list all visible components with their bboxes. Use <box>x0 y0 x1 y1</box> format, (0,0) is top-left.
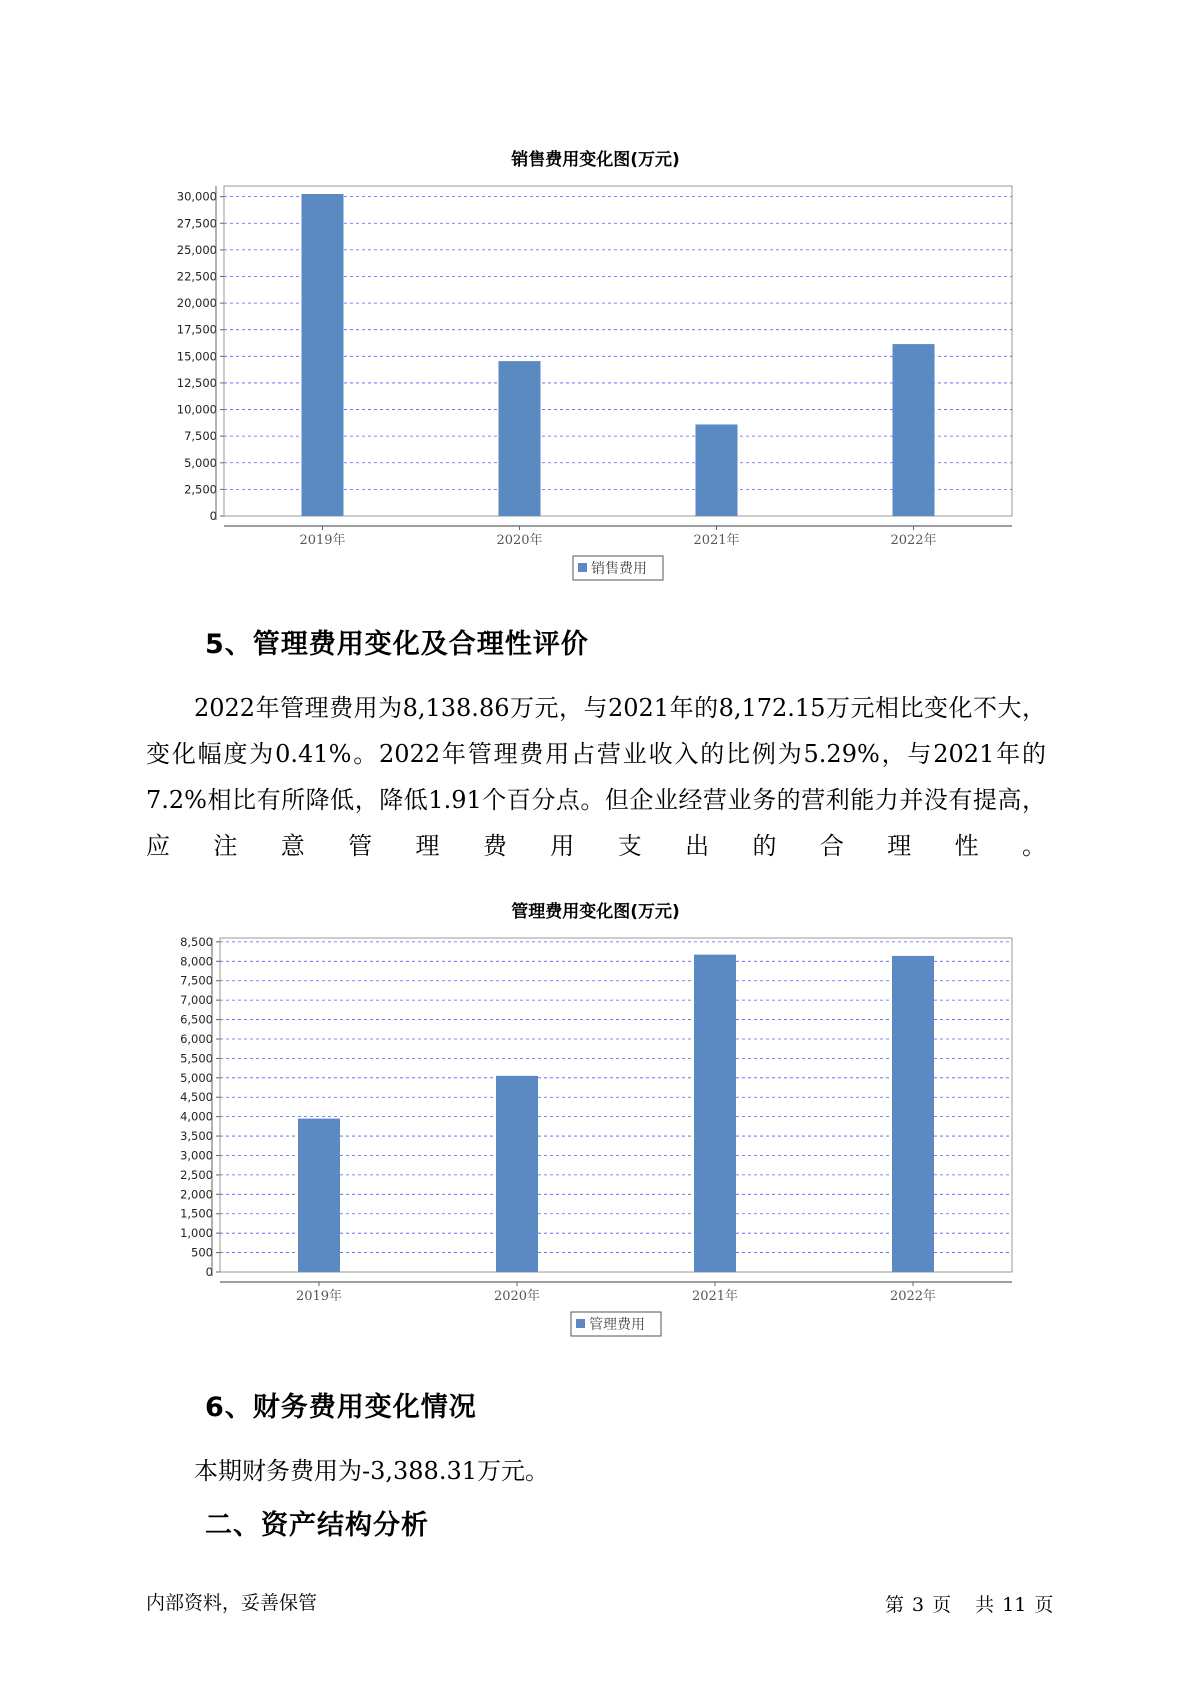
page-suffix: 页 <box>932 1594 952 1616</box>
y-tick-label: 3,500 <box>180 1129 213 1144</box>
page-prefix: 第 <box>885 1594 905 1616</box>
page-number: 3 <box>912 1594 925 1616</box>
y-tick-label: 7,000 <box>180 993 213 1008</box>
section-heading: 5、管理费用变化及合理性评价 <box>205 629 589 660</box>
bar <box>298 1119 340 1272</box>
legend-label: 管理费用 <box>589 1317 645 1333</box>
x-tick-label: 2019年 <box>295 1289 343 1304</box>
y-tick-label: 8,500 <box>180 934 213 949</box>
y-tick-label: 2,500 <box>184 482 217 497</box>
chart-title: 管理费用变化图(万元) <box>511 902 680 922</box>
y-tick-label: 5,000 <box>184 455 217 470</box>
bar <box>694 955 736 1272</box>
y-tick-label: 2,000 <box>180 1187 213 1202</box>
x-tick-label: 2019年 <box>299 533 346 548</box>
y-tick-label: 1,500 <box>180 1206 213 1221</box>
total-suffix: 页 <box>1034 1594 1054 1616</box>
y-tick-label: 3,000 <box>180 1148 213 1163</box>
y-tick-label: 5,000 <box>180 1070 213 1085</box>
y-tick-label: 7,500 <box>184 429 217 444</box>
y-tick-label: 17,500 <box>176 322 217 337</box>
sales-expense-bar-chart <box>0 170 1191 630</box>
y-tick-label: 10,000 <box>176 402 217 417</box>
legend-label: 销售费用 <box>591 561 647 577</box>
y-tick-label: 0 <box>209 509 217 523</box>
y-tick-label: 15,000 <box>176 349 217 364</box>
legend-swatch <box>576 1319 585 1328</box>
y-tick-label: 12,500 <box>176 375 217 390</box>
section-heading: 6、财务费用变化情况 <box>205 1392 477 1423</box>
x-tick-label: 2020年 <box>496 533 543 548</box>
total-pages: 11 <box>1002 1594 1027 1616</box>
y-tick-label: 30,000 <box>176 189 217 204</box>
footer-confidential-note: 内部资料，妥善保管 <box>146 1592 318 1614</box>
y-tick-label: 500 <box>191 1245 213 1260</box>
x-tick-label: 2021年 <box>693 533 740 548</box>
body-paragraph: 2022年管理费用为8,138.86万元，与2021年的8,172.15万元相比变化不大，变化幅度为0.41%。2022年管理费用占营业收入的比例为5.29%，与2021年的7.2%相比有所降低，降低1.91个百分点。但企业经营业务的营利能力并没有提高，应注意管理费用支出的合理性。 <box>146 694 1046 860</box>
y-tick-label: 6,000 <box>180 1031 213 1046</box>
y-tick-label: 25,000 <box>176 242 217 257</box>
bar <box>696 424 738 516</box>
x-tick-label: 2022年 <box>889 1289 937 1304</box>
y-tick-label: 6,500 <box>180 1012 213 1027</box>
section-heading: 二、资产结构分析 <box>205 1510 429 1541</box>
y-tick-label: 0 <box>205 1265 213 1279</box>
bar <box>892 956 934 1272</box>
y-tick-label: 1,000 <box>180 1226 213 1241</box>
y-tick-label: 8,000 <box>180 954 213 969</box>
legend-swatch <box>578 563 587 572</box>
bar <box>496 1076 538 1272</box>
x-tick-label: 2021年 <box>691 1289 739 1304</box>
x-tick-label: 2020年 <box>493 1289 541 1304</box>
bar <box>893 344 935 516</box>
bar <box>499 361 541 516</box>
y-tick-label: 27,500 <box>176 216 217 231</box>
y-tick-label: 7,500 <box>180 973 213 988</box>
total-prefix: 共 <box>975 1594 995 1616</box>
y-tick-label: 5,500 <box>180 1051 213 1066</box>
bar <box>302 194 344 516</box>
y-tick-label: 4,500 <box>180 1090 213 1105</box>
y-tick-label: 2,500 <box>180 1167 213 1182</box>
body-paragraph: 本期财务费用为-3,388.31万元。 <box>194 1457 549 1485</box>
management-expense-bar-chart <box>0 920 1191 1340</box>
chart-title: 销售费用变化图(万元) <box>511 150 680 170</box>
x-tick-label: 2022年 <box>890 533 937 548</box>
y-tick-label: 20,000 <box>176 296 217 311</box>
y-tick-label: 22,500 <box>176 269 217 284</box>
y-tick-label: 4,000 <box>180 1109 213 1124</box>
footer-page-number <box>885 1590 1061 1617</box>
